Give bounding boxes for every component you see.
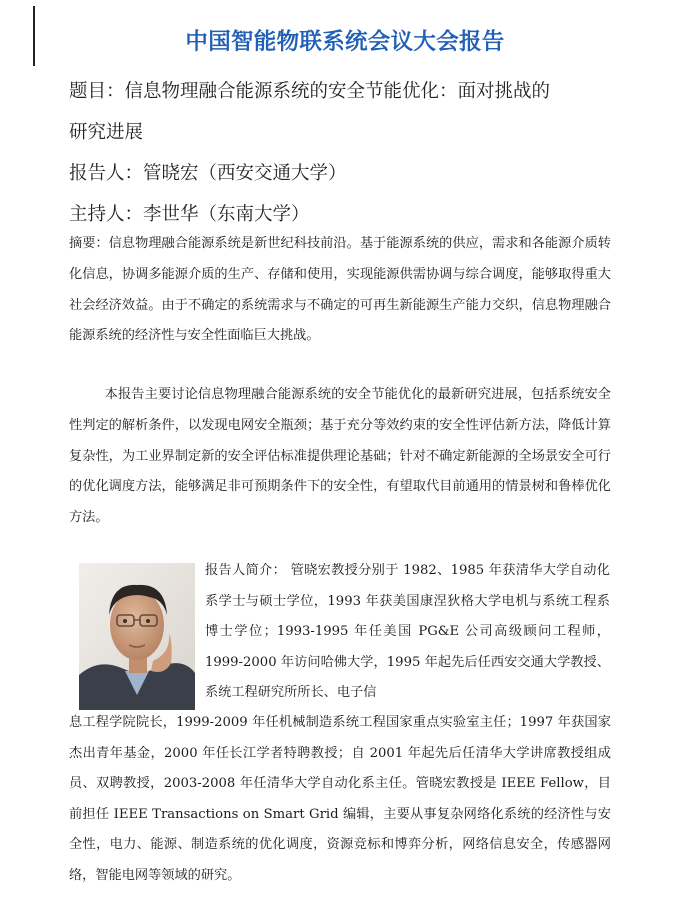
- talk-topic-line2: 研究进展: [69, 122, 144, 143]
- portrait-illustration: [79, 563, 195, 710]
- talk-topic-line1: 题目：信息物理融合能源系统的安全节能优化：面对挑战的: [69, 81, 551, 102]
- abstract-paragraph: 摘要：信息物理融合能源系统是新世纪科技前沿。基于能源系统的供应，需求和各能源介质转化信息，协调多能源介质的生产、存储和使用，实现能源供需协调与综合调度，能够取得重大社会经济效益。由于不确定的系统需求与不确定的可再生新能源生产能力交织，信息物理融合能源系统的经济性与安全性面临巨大挑战。: [69, 236, 611, 344]
- speaker-photo: [79, 563, 195, 710]
- reporter-line: 报告人：管晓宏（西安交通大学）: [69, 163, 347, 184]
- report-summary-paragraph: 本报告主要讨论信息物理融合能源系统的安全节能优化的最新研究进展，包括系统安全性判定的解析条件，以发现电网安全瓶颈；基于充分等效约束的安全性评估新方法，降低计算复杂性，为工业界制定新的安全评估标准提供理论基础；针对不确定新能源的全场景安全可行的优化调度方法，能够满足非可预期条件下的安全性，有望取代目前通用的情景树和鲁棒优化方法。: [69, 387, 611, 526]
- host-line: 主持人：李世华（东南大学）: [69, 204, 310, 225]
- bio-continued-paragraph: 息工程学院院长，1999-2009 年任机械制造系统工程国家重点实验室主任；1997 年获国家杰出青年基金，2000 年任长江学者特聘教授；自 2001 年起先后任清华大学讲席教授组成员、双聘教授，2003-2008 年任清华大学自动化系主任。管晓宏教授是 IEEE Fellow，目前担任 IEEE Transactions on Smart Grid 编辑，主要从事复杂网络化系统的经济性与安全性，电力、能源、制造系统的优化调度，资源竞标和博弈分析，网络信息安全，传感器网络，智能电网等领域的研究。: [69, 715, 611, 883]
- bio-intro-paragraph: 报告人简介： 管晓宏教授分别于 1982、1985 年获清华大学自动化系学士与硕士学位，1993 年获美国康涅狄格大学电机与系统工程系博士学位；1993-1995 年任美国 PG&E 公司高级顾问工程师，1999-2000 年访问哈佛大学，1995 年起先后任西安交通大学教授、系统工程研究所所长、电子信: [205, 563, 610, 700]
- page-title: 中国智能物联系统会议大会报告: [185, 29, 505, 55]
